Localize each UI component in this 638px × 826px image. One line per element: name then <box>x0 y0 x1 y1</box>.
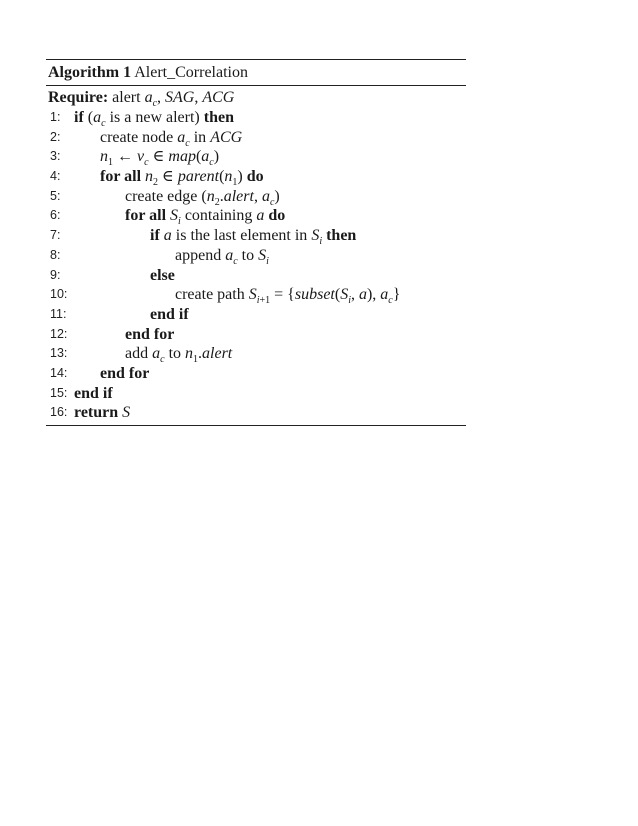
line-code: for all $S_i$ containing a do <box>125 207 286 228</box>
line-code: add $a_c$ to $n_1.alert$ <box>125 345 233 366</box>
line-code: end if <box>150 305 189 323</box>
algorithm-caption <box>46 60 466 85</box>
line-code: end if <box>74 384 113 402</box>
line-number: 12: <box>50 326 68 341</box>
require-text: alert $a_c$, SAG, ACG <box>112 89 235 110</box>
line-number: 7: <box>50 228 61 243</box>
algorithm-line <box>46 305 466 325</box>
line-number: 5: <box>50 188 61 203</box>
line-code: create path $S_{i+1}$ = {$subset(S_i$, a), $a_c$} <box>175 286 401 307</box>
caption-title: Alert_Correlation <box>134 64 248 81</box>
algorithm-line <box>46 167 466 187</box>
line-number: 13: <box>50 346 68 361</box>
algorithm-line <box>46 206 466 226</box>
algorithm-line <box>46 226 466 246</box>
line-number: 4: <box>50 169 61 184</box>
line-code: end for <box>125 325 175 343</box>
require-line <box>46 87 466 108</box>
line-code: end for <box>100 364 150 382</box>
line-code: append $a_c$ to $S_i$ <box>175 246 269 267</box>
algorithm-line <box>46 285 466 305</box>
algorithm-line <box>46 246 466 266</box>
line-number: 1: <box>50 110 61 124</box>
caption-rule <box>46 85 466 86</box>
line-number: 10: <box>50 287 68 302</box>
caption-label: Algorithm 1 <box>48 64 132 81</box>
algorithm-line <box>46 108 466 128</box>
bottom-rule <box>46 425 466 426</box>
line-number: 3: <box>50 149 61 164</box>
line-number: 11: <box>50 306 67 321</box>
line-code: create edge ($n_2.alert$, $a_c$) <box>125 187 280 208</box>
line-code: if a is the last element in $S_i$ then <box>150 227 357 248</box>
algorithm-line <box>46 266 466 286</box>
algorithm-line <box>46 344 466 364</box>
line-code: create node $a_c$ in ACG <box>100 128 243 149</box>
algorithm-line <box>46 147 466 167</box>
algorithm-line <box>46 325 466 345</box>
algorithm-block <box>46 59 466 426</box>
line-number: 8: <box>50 247 61 262</box>
algorithm-line <box>46 384 466 404</box>
algorithm-line <box>46 128 466 148</box>
line-number: 6: <box>50 208 61 223</box>
line-code: if ($a_c$ is a new alert) then <box>74 109 234 130</box>
algorithm-line <box>46 187 466 207</box>
algorithm-line <box>46 403 466 423</box>
line-number: 2: <box>50 129 61 144</box>
line-code: else <box>150 266 175 284</box>
algorithm-lines <box>46 108 466 425</box>
line-number: 14: <box>50 365 68 380</box>
line-code: return S <box>74 404 131 422</box>
algorithm-line <box>46 364 466 384</box>
line-code: $n_1$ ← $v_c$ ∈ $map(a_c)$ <box>100 148 220 169</box>
line-number: 15: <box>50 385 68 400</box>
line-number: 9: <box>50 267 61 282</box>
line-number: 16: <box>50 405 68 420</box>
require-keyword: Require: <box>48 89 109 106</box>
line-code: for all $n_2$ ∈ $parent(n_1)$ do <box>100 168 264 189</box>
